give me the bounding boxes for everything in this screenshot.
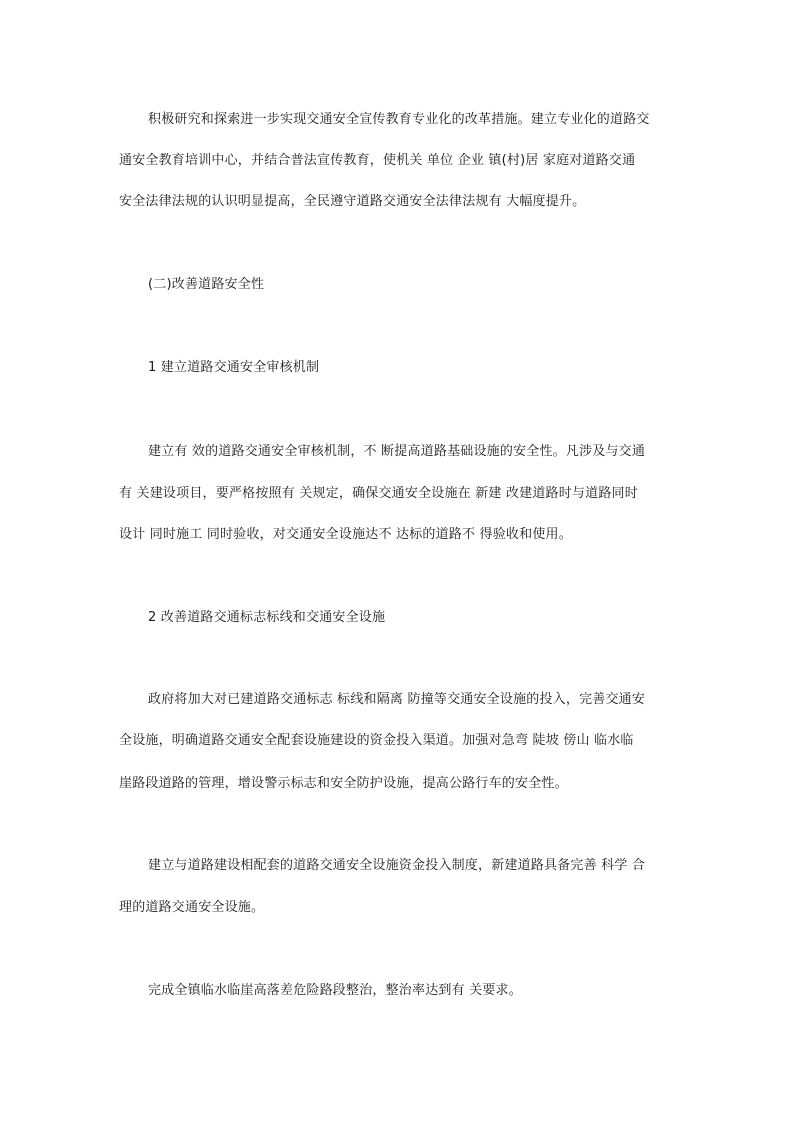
paragraph-line: 全设施，明确道路交通安全配套设施建设的资金投入渠道。加强对急弯 陡坡 傍山 临水临 — [119, 733, 634, 748]
subsection-heading: 1 建立道路交通安全审核机制 — [148, 360, 320, 375]
section-heading: (二)改善道路安全性 — [148, 277, 265, 292]
paragraph-line: 安全法律法规的认识明显提高，全民遵守道路交通安全法律法规有 大幅度提升。 — [119, 194, 586, 209]
paragraph-line: 积极研究和探索进一步实现交通安全宣传教育专业化的改革措施。建立专业化的道路交 — [148, 112, 650, 127]
paragraph-line: 设计 同时施工 同时验收，对交通安全设施达不 达标的道路不 得验收和使用。 — [119, 527, 572, 542]
paragraph-line: 建立与道路建设相配套的道路交通安全设施资金投入制度，新建道路具备完善 科学 合 — [148, 858, 646, 873]
paragraph-line: 理的道路交通安全设施。 — [119, 900, 265, 915]
paragraph-line: 有 关建设项目，要严格按照有 关规定，确保交通安全设施在 新建 改建道路时与道路同时 — [119, 486, 638, 501]
paragraph-line: 完成全镇临水临崖高落差危险路段整治，整治率达到有 关要求。 — [148, 983, 522, 998]
subsection-heading: 2 改善道路交通标志标线和交通安全设施 — [148, 610, 386, 625]
paragraph-line: 政府将加大对已建道路交通标志 标线和隔离 防撞等交通安全设施的投入，完善交通安 — [148, 692, 646, 707]
paragraph-line: 崖路段道路的管理，增设警示标志和安全防护设施，提高公路行车的安全性。 — [119, 776, 568, 791]
paragraph-line: 建立有 效的道路交通安全审核机制，不 断提高道路基础设施的安全性。凡涉及与交通 — [148, 444, 646, 459]
paragraph-line: 通安全教育培训中心，并结合普法宣传教育，使机关 单位 企业 镇(村)居 家庭对道路交通 — [119, 153, 636, 168]
